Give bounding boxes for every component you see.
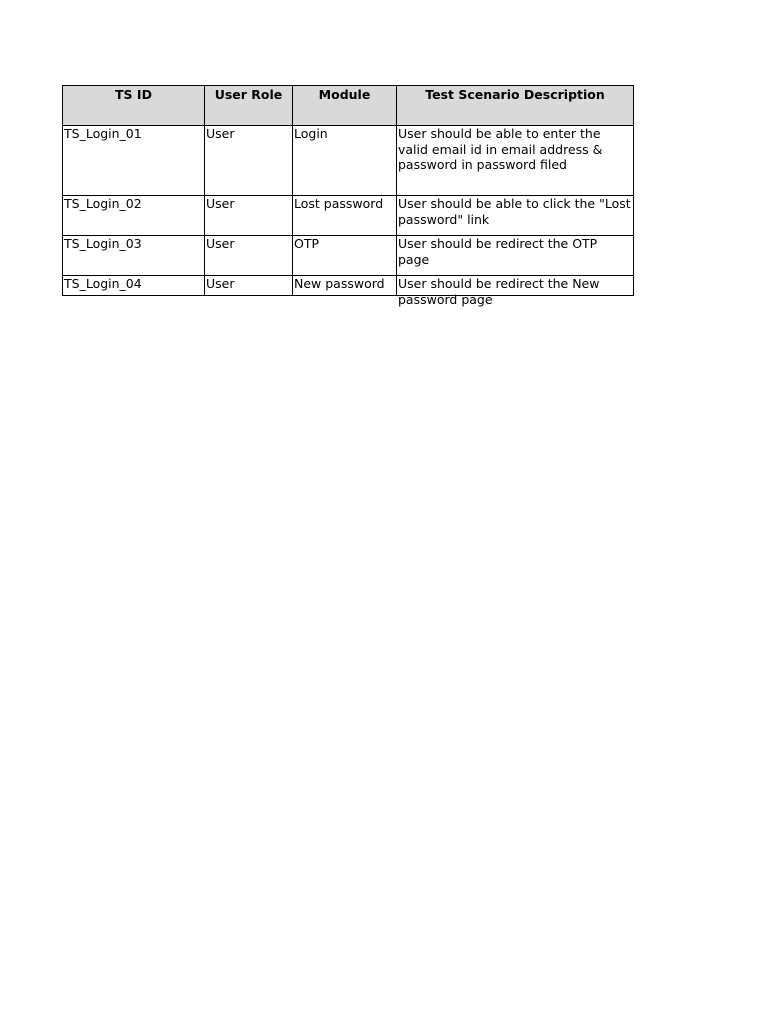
cell-user-role: User [205, 276, 293, 296]
cell-module: OTP [293, 236, 397, 276]
cell-module: New password [293, 276, 397, 296]
cell-ts-id: TS_Login_04 [63, 276, 205, 296]
table-header [63, 86, 634, 126]
cell-module: Login [293, 126, 397, 196]
cell-user-role: User [205, 126, 293, 196]
header-description: Test Scenario Description [397, 86, 634, 126]
header-row [63, 86, 634, 126]
table-row [63, 236, 634, 276]
cell-description [397, 276, 634, 307]
cell-description: User should be able to enter the valid email id in email address & password in password filed [397, 126, 634, 196]
table-row [63, 276, 634, 296]
header-ts-id: TS ID [63, 86, 205, 126]
cell-description: User should be redirect the OTP page [397, 236, 634, 276]
table-row [63, 196, 634, 236]
cell-user-role: User [205, 236, 293, 276]
cell-ts-id: TS_Login_02 [63, 196, 205, 236]
header-user-role: User Role [205, 86, 293, 126]
cell-module: Lost password [293, 196, 397, 236]
cell-user-role: User [205, 196, 293, 236]
cell-ts-id: TS_Login_03 [63, 236, 205, 276]
cell-description: User should be able to click the "Lost password" link [397, 196, 634, 236]
cell-ts-id: TS_Login_01 [63, 126, 205, 196]
table-row [63, 126, 634, 196]
header-module: Module [293, 86, 397, 126]
test-scenario-table [62, 85, 634, 307]
table-body [63, 126, 634, 307]
cell-description-text: User should be redirect the New password page [398, 276, 600, 307]
